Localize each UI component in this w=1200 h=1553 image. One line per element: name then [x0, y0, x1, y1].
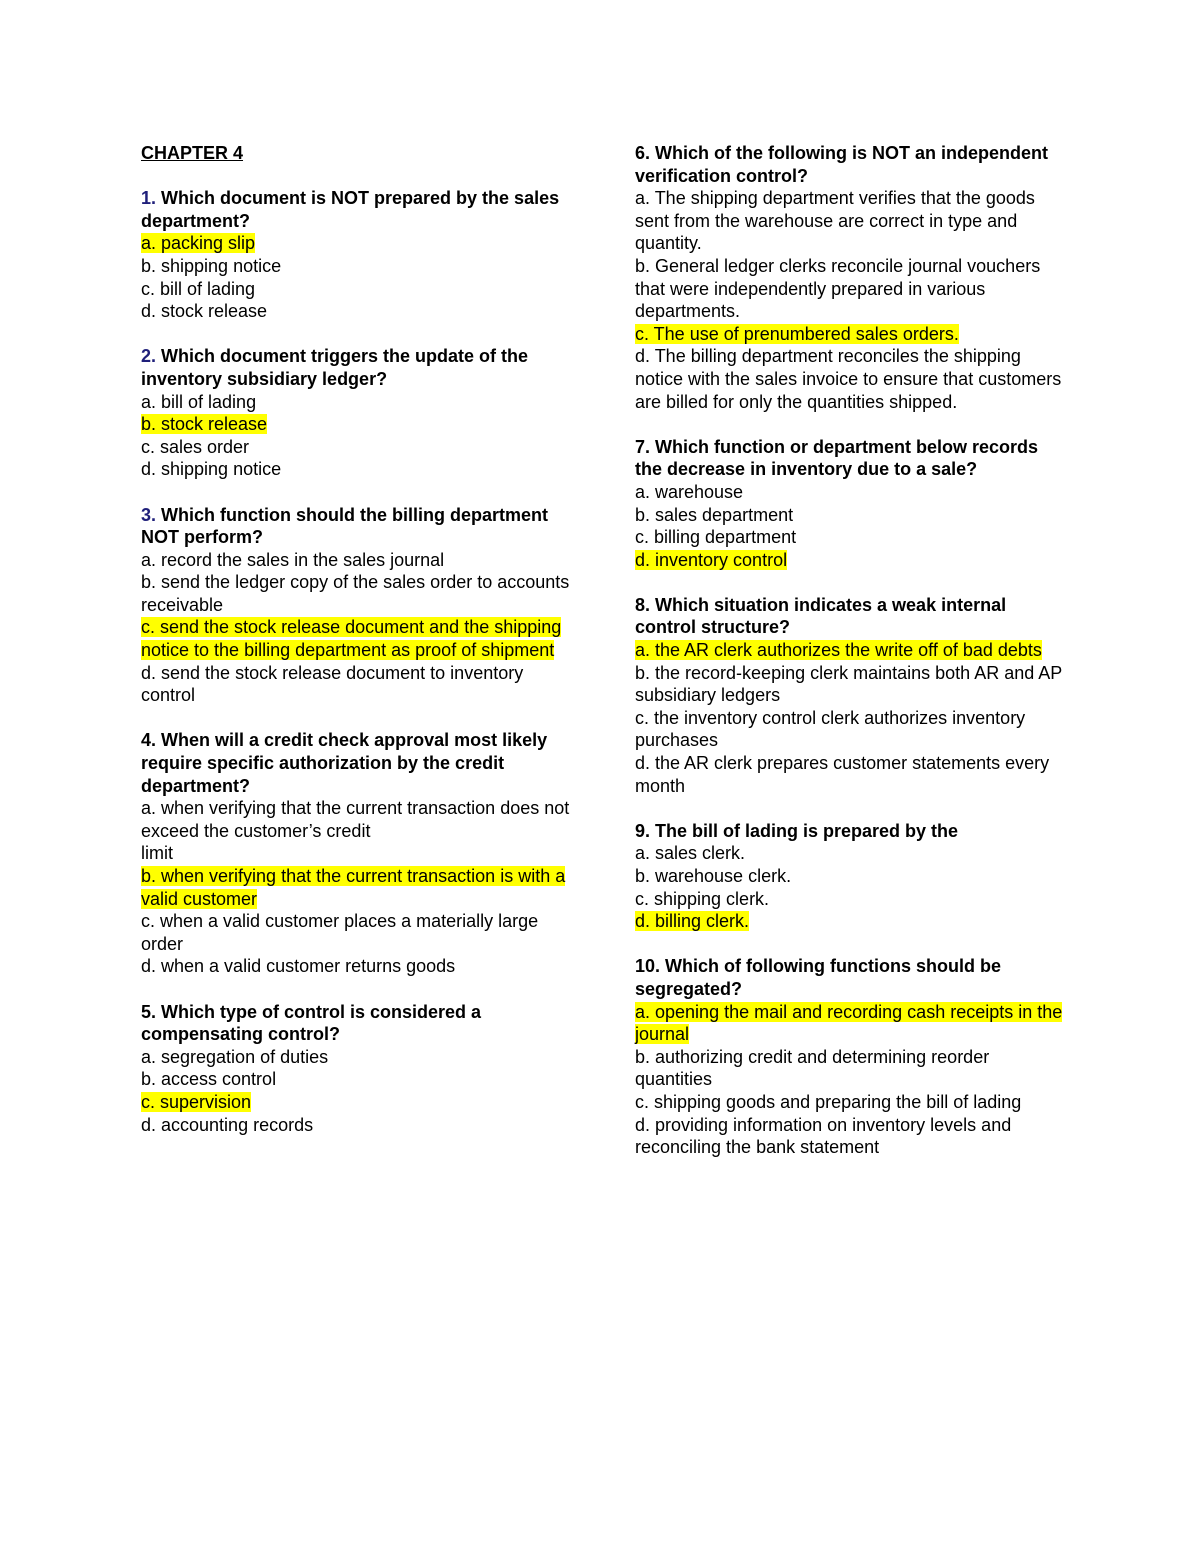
answer-option-text: b. the record-keeping clerk maintains both AR and AP subsidiary ledgers [635, 662, 1062, 706]
answer-option-highlighted: a. packing slip [141, 233, 256, 254]
question-prompt: When will a credit check approval most likely require specific authorization by the credit department? [141, 730, 548, 796]
question-number: 9. [635, 820, 651, 841]
answer-option-text: b. send the ledger copy of the sales order to accounts receivable [141, 572, 570, 615]
question-number: 2. [141, 346, 157, 367]
question-prompt: Which situation indicates a weak internal control structure? [635, 594, 1007, 638]
question-text [141, 1001, 581, 1046]
answer-option-highlighted: a. opening the mail and recording cash receipts in the journal [635, 1001, 1063, 1045]
answer-option [141, 413, 581, 436]
answer-option [635, 504, 1065, 527]
question-prompt: Which of the following is NOT an independent verification control? [635, 143, 1048, 186]
question-6 [635, 142, 1065, 413]
answer-option-text: c. shipping clerk. [635, 888, 770, 909]
question-text [635, 436, 1065, 481]
answer-option [635, 549, 1065, 572]
answer-option-text: b. warehouse clerk. [635, 866, 792, 886]
question-prompt: Which function should the billing department NOT perform? [141, 504, 548, 548]
question-prompt: Which type of control is considered a compensating control? [141, 1001, 482, 1045]
question-text [635, 955, 1065, 1000]
answer-option [141, 549, 581, 572]
question-2 [141, 345, 581, 481]
answer-option-text: d. when a valid customer returns goods [141, 956, 456, 977]
answer-option [141, 1091, 581, 1114]
answer-option [141, 1068, 581, 1091]
answer-option [635, 707, 1065, 752]
answer-option-text: d. send the stock release document to inventory control [141, 662, 524, 706]
answer-option [141, 300, 581, 323]
left-column [141, 142, 581, 1159]
question-1 [141, 187, 581, 323]
question-number: 10. [635, 956, 661, 977]
answer-option-highlighted: b. stock release [141, 414, 268, 435]
answer-option-text: b. shipping notice [141, 255, 282, 276]
answer-option [141, 255, 581, 278]
answer-option [141, 1114, 581, 1137]
answer-option-text: b. sales department [635, 504, 794, 525]
answer-option [141, 571, 581, 616]
answer-option [635, 481, 1065, 504]
question-8 [635, 594, 1065, 797]
right-column [635, 142, 1065, 1181]
answer-option [141, 662, 581, 707]
question-number: 6. [635, 143, 651, 163]
answer-option [635, 323, 1065, 346]
answer-option [141, 458, 581, 481]
answer-option [635, 255, 1065, 323]
answer-option-text: c. the inventory control clerk authorizes inventory purchases [635, 707, 1026, 751]
answer-option [635, 526, 1065, 549]
question-3 [141, 504, 581, 707]
answer-option-text: a. when verifying that the current transaction does not exceed the customer’s credit limit [141, 798, 570, 864]
answer-option [635, 662, 1065, 707]
answer-option [141, 391, 581, 414]
answer-option-text: a. sales clerk. [635, 843, 746, 864]
question-text [635, 142, 1065, 187]
answer-option [635, 1001, 1065, 1046]
question-number: 8. [635, 594, 651, 615]
question-text [635, 820, 1065, 843]
chapter-title: CHAPTER 4 [141, 143, 244, 163]
answer-option-text: b. General ledger clerks reconcile journal vouchers that were independently prepared in various departments. [635, 255, 1041, 322]
answer-option [635, 888, 1065, 911]
answer-option [141, 616, 581, 661]
question-number: 5. [141, 1001, 157, 1022]
question-number: 3. [141, 504, 157, 525]
answer-option-highlighted: d. billing clerk. [635, 911, 750, 932]
answer-option [141, 1046, 581, 1069]
answer-option [635, 345, 1065, 413]
answer-option-text: c. when a valid customer places a materially large order [141, 911, 539, 954]
answer-option [635, 842, 1065, 865]
answer-option-text: d. stock release [141, 301, 268, 322]
question-text [141, 729, 581, 797]
question-9 [635, 820, 1065, 933]
answer-option [141, 797, 581, 865]
answer-option [635, 1046, 1065, 1091]
answer-option-text: c. shipping goods and preparing the bill of lading [635, 1091, 1022, 1112]
answer-option-text: d. The billing department reconciles the shipping notice with the sales invoice to ensure that customers are billed for only the quantities shipped. [635, 346, 1062, 412]
question-prompt: Which document is NOT prepared by the sales department? [141, 188, 560, 231]
answer-option-text: a. bill of lading [141, 391, 257, 412]
answer-option-text: a. The shipping department verifies that the goods sent from the warehouse are correct in type and quantity. [635, 188, 1035, 254]
answer-option-text: a. record the sales in the sales journal [141, 549, 445, 570]
answer-option [141, 436, 581, 459]
answer-option [635, 752, 1065, 797]
question-4 [141, 729, 581, 978]
question-prompt: The bill of lading is prepared by the [650, 820, 959, 841]
answer-option-text: d. shipping notice [141, 459, 282, 480]
answer-option-highlighted: b. when verifying that the current transaction is with a valid customer [141, 866, 566, 909]
question-prompt: Which of following functions should be segregated? [635, 956, 1001, 999]
answer-option-highlighted: c. The use of prenumbered sales orders. [635, 323, 959, 344]
answer-option-highlighted: c. supervision [141, 1091, 252, 1112]
answer-option-text: c. sales order [141, 436, 250, 457]
answer-option-text: d. the AR clerk prepares customer statements every month [635, 753, 1050, 796]
question-prompt: Which function or department below records the decrease in inventory due to a sale? [635, 436, 1039, 480]
answer-option [635, 639, 1065, 662]
answer-option-highlighted: a. the AR clerk authorizes the write off of bad debts [635, 640, 1042, 661]
answer-option [635, 910, 1065, 933]
answer-option [141, 278, 581, 301]
question-number: 4. [141, 730, 157, 751]
answer-option [141, 910, 581, 955]
question-text [141, 187, 581, 232]
answer-option-text: a. warehouse [635, 481, 744, 502]
answer-option-highlighted: c. send the stock release document and the shipping notice to the billing department as proof of shipment [141, 617, 562, 661]
answer-option-text: b. access control [141, 1069, 277, 1090]
question-number: 7. [635, 436, 651, 457]
answer-option [141, 232, 581, 255]
question-7 [635, 436, 1065, 572]
answer-option [635, 1091, 1065, 1114]
question-5 [141, 1001, 581, 1137]
question-text [141, 504, 581, 549]
answer-option [141, 955, 581, 978]
answer-option-text: c. billing department [635, 527, 797, 548]
answer-option [635, 865, 1065, 888]
question-prompt: Which document triggers the update of the inventory subsidiary ledger? [141, 346, 529, 389]
answer-option-text: d. accounting records [141, 1114, 314, 1135]
question-text [141, 345, 581, 390]
question-10 [635, 955, 1065, 1158]
question-number: 1. [141, 188, 157, 209]
answer-option [141, 865, 581, 910]
answer-option-text: c. bill of lading [141, 278, 256, 299]
answer-option [635, 187, 1065, 255]
answer-option-text: d. providing information on inventory levels and reconciling the bank statement [635, 1114, 1012, 1158]
answer-option-text: b. authorizing credit and determining reorder quantities [635, 1046, 990, 1090]
question-text [635, 594, 1065, 639]
answer-option-highlighted: d. inventory control [635, 549, 788, 570]
answer-option [635, 1114, 1065, 1159]
answer-option-text: a. segregation of duties [141, 1046, 329, 1067]
